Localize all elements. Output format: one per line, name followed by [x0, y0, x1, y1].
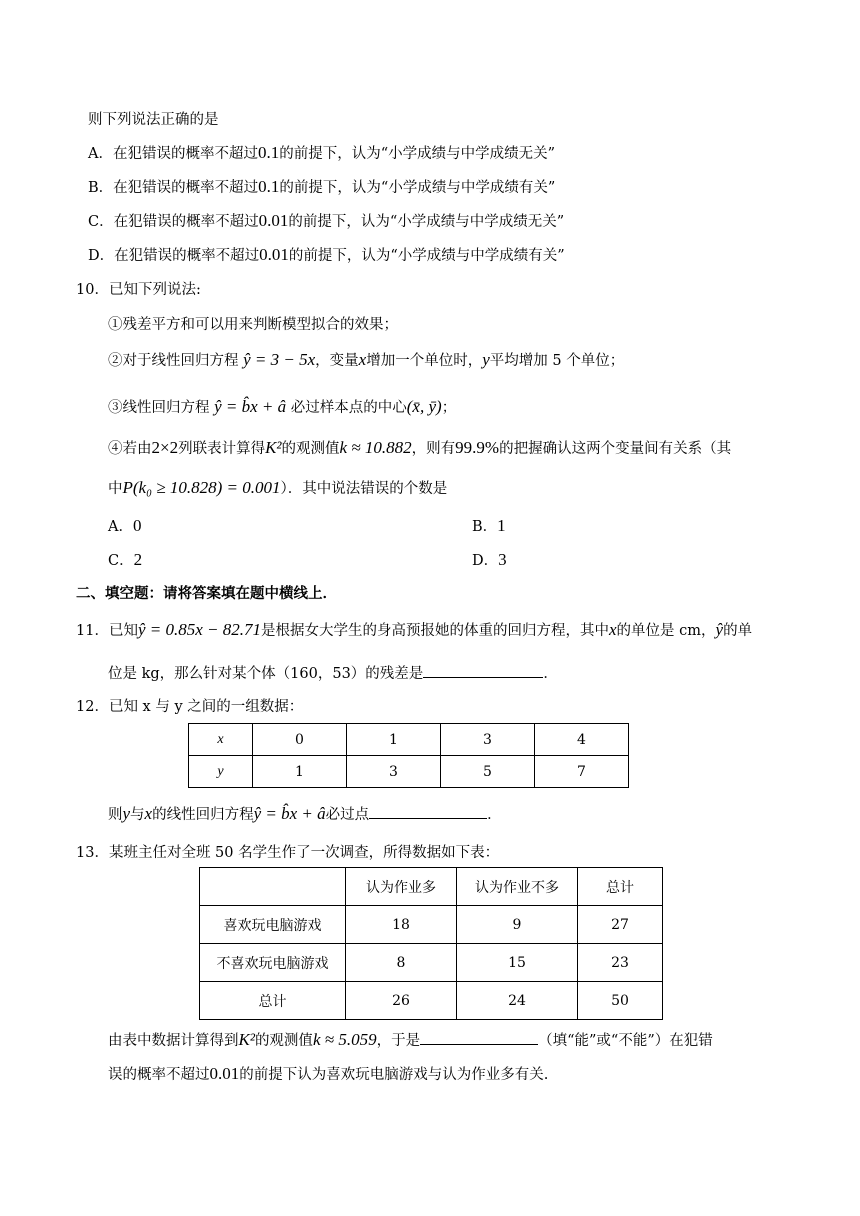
text: ．	[487, 807, 502, 823]
option-value: 1	[497, 516, 506, 535]
option-value: 0	[132, 516, 142, 535]
text: 必过点	[325, 807, 370, 823]
table-cell: 7	[535, 756, 629, 788]
text: 则	[108, 807, 123, 823]
section-heading: 二、填空题：请将答案填在题中横线上．	[76, 585, 337, 602]
k-value: k ≈ 5.059	[312, 1030, 377, 1049]
option-letter: C．	[108, 553, 134, 569]
table-cell: 5	[441, 756, 535, 788]
q9-option-d	[88, 245, 565, 266]
regression-equation: ŷ = b̂x + â	[214, 397, 287, 416]
text: ，变量	[315, 353, 359, 369]
text: ，则有	[411, 441, 456, 457]
table-header-cell: 总计	[578, 868, 663, 906]
text: ④若由	[108, 441, 152, 457]
option-letter: D．	[472, 553, 499, 569]
text: 已知	[108, 623, 138, 639]
text: 的观测值	[281, 441, 340, 457]
probability-equation: P(k₀ ≥ 10.828) = 0.001	[122, 478, 281, 497]
k-value: k ≈ 10.882	[339, 438, 412, 457]
option-text: 在犯错误的概率不超过	[113, 180, 259, 196]
text: （填“能”或“不能”）在犯错	[538, 1033, 713, 1049]
question-number: 12．	[76, 699, 109, 715]
option-text: 的前提下，认为“小学成绩与中学成绩有关”	[279, 180, 556, 196]
table-cell: 27	[578, 906, 663, 944]
table-cell: 3	[441, 724, 535, 756]
variable: ŷ	[715, 620, 724, 639]
question-number: 11．	[76, 623, 109, 639]
q11-line-2	[108, 663, 558, 684]
option-letter: A．	[88, 146, 113, 162]
question-text: 已知 x 与 y 之间的一组数据：	[108, 699, 304, 715]
text: 由表中数据计算得到	[108, 1033, 239, 1049]
q13-line-1	[108, 1030, 713, 1051]
variable: x	[358, 350, 367, 369]
text: ．	[543, 666, 558, 682]
q12-stem	[76, 697, 303, 717]
option-text: 在犯错误的概率不超过	[114, 248, 260, 264]
number: 0.01	[209, 1064, 240, 1083]
table-header-cell: 认为作业不多	[457, 868, 578, 906]
variable: x	[144, 804, 153, 823]
table-cell: 24	[457, 982, 578, 1020]
option-letter: B．	[88, 180, 114, 196]
option-text: 的前提下，认为“小学成绩与中学成绩有关”	[288, 248, 565, 264]
text: 是根据女大学生的身高预报她的体重的回归方程，其中	[261, 623, 609, 639]
k-squared: K²	[265, 438, 282, 457]
variable: y	[122, 804, 131, 823]
table-cell: 50	[578, 982, 663, 1020]
table-row	[200, 982, 663, 1020]
table-cell: 不喜欢玩电脑游戏	[200, 944, 346, 982]
text: 的观测值	[254, 1033, 313, 1049]
option-letter: C．	[88, 214, 114, 230]
regression-equation: ŷ = 3 − 5x	[243, 350, 316, 369]
table-row	[189, 756, 629, 788]
sample-center: (x̄, ȳ)	[406, 397, 442, 416]
table-cell: 总计	[200, 982, 346, 1020]
option-letter: A．	[108, 519, 133, 535]
question-text: 某班主任对全班 50 名学生作了一次调查，所得数据如下表：	[108, 845, 500, 861]
text: 的前提下认为喜欢玩电脑游戏与认为作业多有关.	[239, 1067, 549, 1083]
text: ）．其中说法错误的个数是	[280, 481, 448, 497]
q10-statement-1: ①残差平方和可以用来判断模型拟合的效果；	[108, 317, 398, 333]
text: 增加一个单位时，	[366, 353, 483, 369]
regression-equation: ŷ = 0.85x − 82.71	[137, 620, 261, 639]
q9-option-c	[88, 211, 564, 232]
q13-stem	[76, 843, 499, 863]
option-number: 0.1	[258, 177, 280, 196]
q10-statement-4	[108, 438, 731, 459]
table-cell: 23	[578, 944, 663, 982]
text: 平均增加 5 个单位；	[489, 353, 625, 369]
table-cell: 1	[253, 756, 347, 788]
q9-option-b	[88, 177, 555, 198]
q10-option-d	[472, 550, 507, 571]
text: 必过样本点的中心	[286, 400, 407, 416]
question-number: 10．	[76, 282, 109, 298]
question-number: 13．	[76, 845, 109, 861]
option-text: 的前提下，认为“小学成绩与中学成绩无关”	[279, 146, 556, 162]
text: 的把握确认这两个变量间有关系（其	[499, 441, 732, 457]
percentage: 99.9%	[455, 438, 500, 457]
answer-blank[interactable]	[423, 663, 543, 678]
text: 的单位是 cm，	[616, 623, 716, 639]
text: ③线性回归方程	[108, 400, 215, 416]
text: 的线性回归方程	[152, 807, 254, 823]
q10-stem	[76, 280, 201, 300]
question-text: 已知下列说法:	[108, 282, 201, 298]
option-text: 在犯错误的概率不超过	[113, 214, 259, 230]
q10-option-c	[108, 550, 142, 571]
text: 误的概率不超过	[108, 1067, 210, 1083]
k-squared: K²	[238, 1030, 255, 1049]
variable: x	[609, 620, 617, 639]
table-cell: 8	[346, 944, 457, 982]
option-letter: B．	[472, 519, 498, 535]
table-header-cell	[200, 868, 346, 906]
q10-option-a	[108, 516, 141, 537]
q10-statement-2	[108, 350, 624, 371]
option-value: 3	[498, 550, 507, 569]
text: 的单	[723, 623, 753, 639]
q10-statement-4-cont	[108, 478, 447, 499]
text: 中	[108, 481, 123, 497]
table-cell: 3	[347, 756, 441, 788]
answer-blank[interactable]	[369, 804, 487, 819]
q10-statement-3	[108, 397, 456, 418]
table-cell: 4	[535, 724, 629, 756]
table-cell: 18	[346, 906, 457, 944]
q12-after-text	[108, 804, 502, 825]
q10-option-b	[472, 516, 506, 537]
table-cell: 15	[457, 944, 578, 982]
option-number: 0.01	[259, 245, 289, 264]
text: ②对于线性回归方程	[108, 353, 244, 369]
table-row	[200, 906, 663, 944]
q12-data-table	[188, 723, 629, 788]
q13-contingency-table	[199, 867, 663, 1020]
table-header-cell: 认为作业多	[346, 868, 457, 906]
table-cell: 0	[253, 724, 347, 756]
table-cell: x	[189, 724, 253, 756]
q9-option-a	[88, 143, 555, 164]
text: 位是 kg，那么针对某个体（160，53）的残差是	[108, 666, 424, 682]
table-dims: 2×2	[151, 438, 179, 457]
table-cell: 1	[347, 724, 441, 756]
table-row	[189, 724, 629, 756]
text: 与	[130, 807, 145, 823]
option-number: 0.1	[257, 143, 280, 162]
table-cell: 26	[346, 982, 457, 1020]
option-letter: D．	[88, 248, 115, 264]
text: ，于是	[376, 1033, 421, 1049]
q9-intro: 则下列说法正确的是	[88, 112, 219, 128]
text: 列联表计算得	[178, 441, 266, 457]
option-text: 的前提下，认为“小学成绩与中学成绩无关”	[288, 214, 565, 230]
option-value: 2	[133, 550, 143, 569]
option-text: 在犯错误的概率不超过	[112, 146, 258, 162]
regression-equation: ŷ = b̂x + â	[253, 804, 326, 823]
table-cell: 喜欢玩电脑游戏	[200, 906, 346, 944]
variable: y	[482, 350, 490, 369]
table-row	[200, 868, 663, 906]
table-cell: 9	[457, 906, 578, 944]
option-number: 0.01	[258, 211, 289, 230]
q13-line-2	[108, 1064, 548, 1085]
q11-line-1	[76, 620, 752, 641]
table-cell: y	[189, 756, 253, 788]
answer-blank[interactable]	[420, 1030, 538, 1045]
text: ；	[441, 400, 457, 416]
table-row	[200, 944, 663, 982]
